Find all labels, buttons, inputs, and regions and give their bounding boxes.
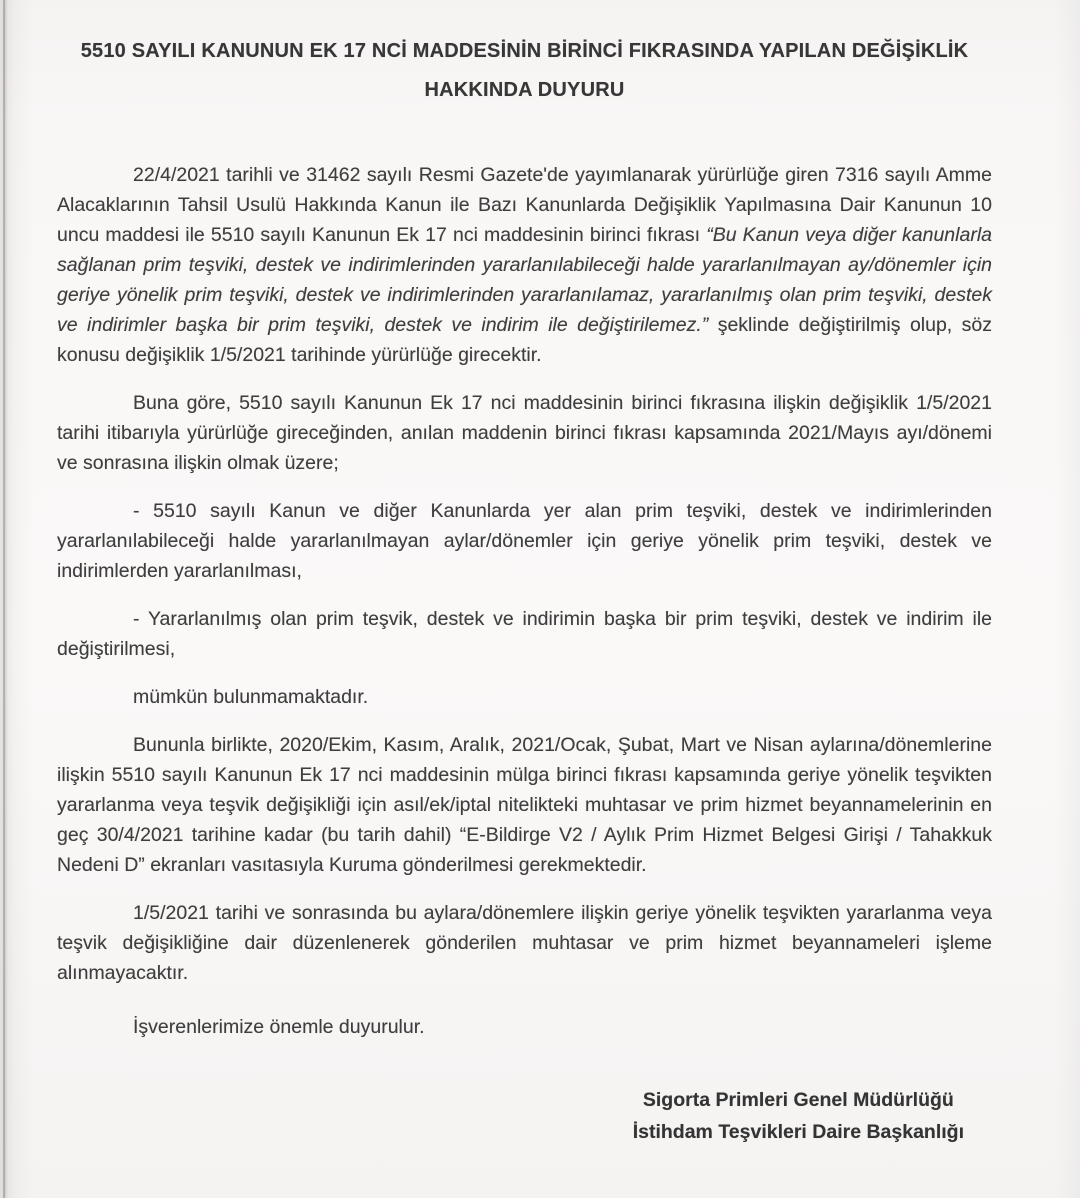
paragraph-buna-gore: Buna göre, 5510 sayılı Kanunun Ek 17 nci maddesinin birinci fıkrasına ilişkin değişiklik 1/5/2021 tarihi itibarıyla yürürlüğe gireceğinden, anılan maddenin birinci fıkrası kapsamında 2021/Mayıs ayı/dönemi ve sonrasına ilişkin olmak üzere; bbox=[57, 392, 992, 474]
document-title-line-2: HAKKINDA DUYURU bbox=[424, 79, 625, 101]
signature-line-1: Sigorta Primleri Genel Müdürlüğü bbox=[642, 1089, 954, 1111]
bullet-item-2: - Yararlanılmış olan prim teşvik, destek ve indirimin başka bir prim teşviki, destek ve indirim ile değiştirilmesi, bbox=[57, 608, 992, 660]
paragraph-intro-quoted-law-text: “Bu Kanun veya diğer kanunlarla sağlanan prim teşviki, destek ve indirimlerinden yararlanılabileceği halde yararlanılmayan ay/dönemler için geriye yönelik prim teşviki, destek ve indirimlerinden yararlanılamaz, yararlanılmış olan prim teşviki, destek ve indirimler başka bir prim teşviki, destek ve indirim ile değiştirilemez.” bbox=[57, 224, 992, 336]
signature-block bbox=[633, 1084, 964, 1148]
paragraph-intro-regular-text: 22/4/2021 tarihli ve 31462 sayılı Resmi Gazete'de yayımlanarak yürürlüğe giren 7316 sayılı Amme Alacaklarının Tahsil Usulü Hakkında Kanun ile Bazı Kanunlarda Değişiklik Yapılmasına Dair Kanunun 10 uncu maddesi ile 5510 sayılı Kanunun Ek 17 nci maddesinin birinci fıkrası bbox=[57, 164, 992, 246]
closing-statement: İşverenlerimize önemle duyurulur. bbox=[133, 1016, 425, 1038]
paragraph-intro bbox=[57, 160, 992, 370]
paragraph-mumkun: mümkün bulunmamaktadır. bbox=[133, 686, 369, 708]
signature-line-2: İstihdam Teşvikleri Daire Başkanlığı bbox=[632, 1121, 964, 1143]
scan-edge-artifact bbox=[3, 0, 5, 1198]
document-title bbox=[57, 32, 992, 110]
bullet-item-1: - 5510 sayılı Kanun ve diğer Kanunlarda yer alan prim teşviki, destek ve indirimlerinden yararlanılabileceği halde yararlanılmayan aylar/dönemler için geriye yönelik prim teşviki, destek ve indirimlerden yararlanılması, bbox=[57, 500, 992, 582]
paragraph-isleme-alinmayacak: 1/5/2021 tarihi ve sonrasında bu aylara/dönemlere ilişkin geriye yönelik teşvikten yararlanma veya teşvik değişikliğine dair düzenlenerek gönderilen muhtasar ve prim hizmet beyannameleri işleme alınmayacaktır. bbox=[57, 902, 992, 984]
document-title-line-1: 5510 SAYILI KANUNUN EK 17 NCİ MADDESİNİN BİRİNCİ FIKRASINDA YAPILAN DEĞİŞİKLİK bbox=[80, 40, 969, 62]
paragraph-bununla-birlikte: Bununla birlikte, 2020/Ekim, Kasım, Aralık, 2021/Ocak, Şubat, Mart ve Nisan aylarına/dönemlerine ilişkin 5510 sayılı Kanunun Ek 17 nci maddesinin mülga birinci fıkrası kapsamında geriye yönelik teşvikten yararlanma veya teşvik değişikliği için asıl/ek/iptal nitelikteki muhtasar ve prim hizmet beyannamelerinin en geç 30/4/2021 tarihine kadar (bu tarih dahil) “E-Bildirge V2 / Aylık Prim Hizmet Belgesi Girişi / Tahakkuk Nedeni D” ekranları vasıtasıyla Kuruma gönderilmesi gerekmektedir. bbox=[57, 734, 992, 876]
paragraph-intro-closing-text: şeklinde değiştirilmiş olup, söz konusu değişiklik 1/5/2021 tarihinde yürürlüğe girecektir. bbox=[57, 314, 992, 366]
